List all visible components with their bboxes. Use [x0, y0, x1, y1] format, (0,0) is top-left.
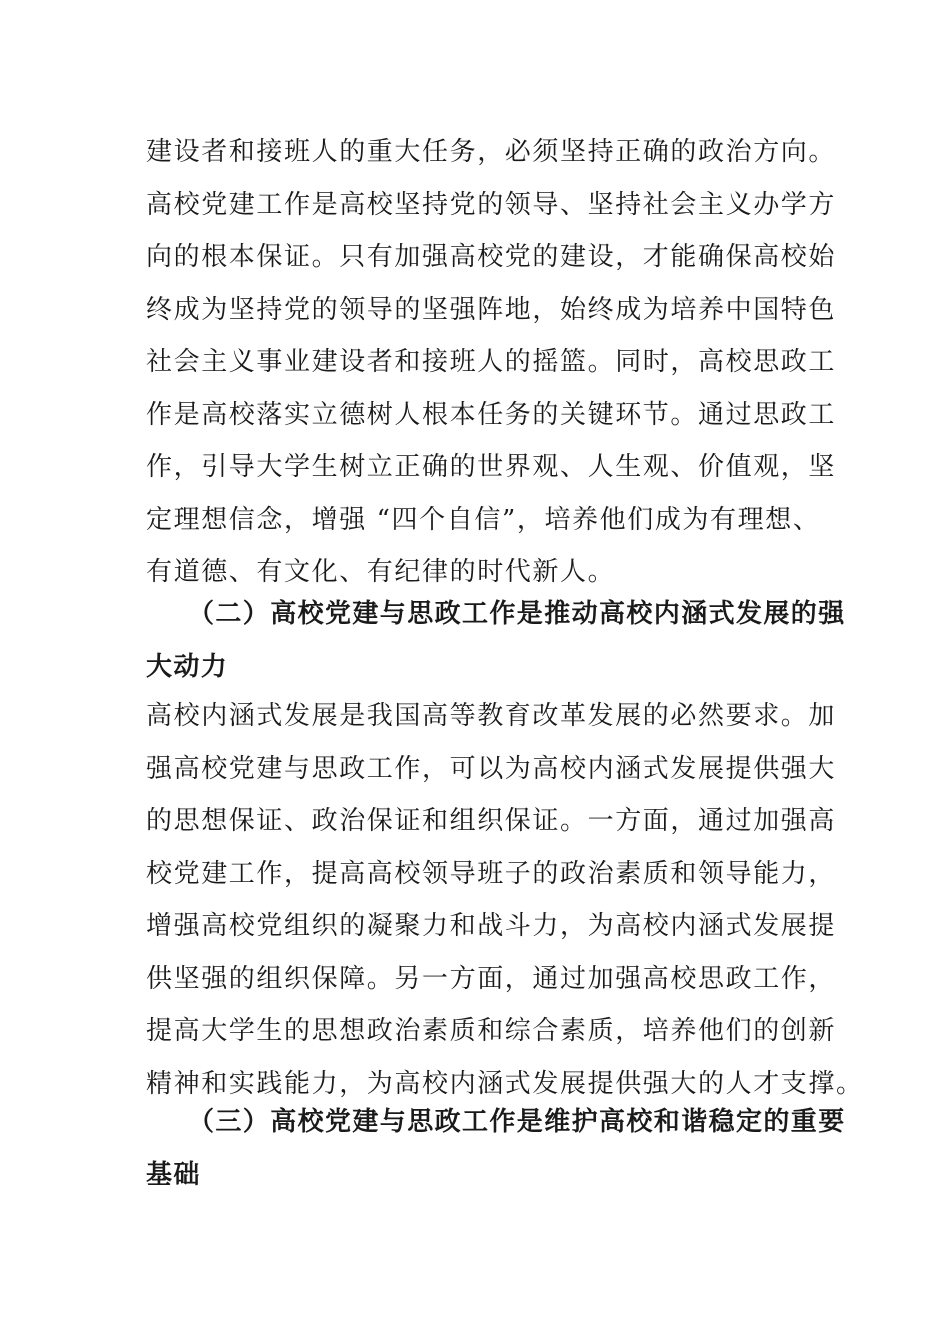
text-line: 作，引导大学生树立正确的世界观、人生观、价值观，坚	[146, 452, 837, 482]
text-line: 强高校党建与思政工作，可以为高校内涵式发展提供强大	[146, 753, 837, 784]
text-line: 精神和实践能力，为高校内涵式发展提供强大的人才支撑。	[146, 1068, 864, 1099]
text-line: 高校内涵式发展是我国高等教育改革发展的必然要求。加	[146, 701, 837, 731]
text-line: 定理想信念，增强 “四个自信”，培养他们成为有理想、	[146, 504, 821, 535]
text-line: 向的根本保证。只有加强高校党的建设，才能确保高校始	[146, 242, 837, 272]
text-line: 终成为坚持党的领导的坚强阵地，始终成为培养中国特色	[146, 294, 837, 325]
text-line: 校党建工作，提高高校领导班子的政治素质和领导能力，	[146, 858, 837, 889]
text-line: 社会主义事业建设者和接班人的摇篮。同时，高校思政工	[146, 347, 837, 377]
text-line: 有道德、有文化、有纪律的时代新人。	[146, 557, 616, 587]
text-line: 提高大学生的思想政治素质和综合素质，培养他们的创新	[146, 1016, 837, 1046]
body-paragraph-1	[146, 126, 837, 599]
text-line: 建设者和接班人的重大任务，必须坚持正确的政治方向。	[146, 137, 837, 167]
section-heading-3	[146, 1096, 846, 1201]
text-line: 作是高校落实立德树人根本任务的关键环节。通过思政工	[146, 399, 837, 430]
text-line: 高校党建工作是高校坚持党的领导、坚持社会主义办学方	[146, 189, 837, 220]
heading-line: 基础	[146, 1159, 201, 1190]
text-line: 的思想保证、政治保证和组织保证。一方面，通过加强高	[146, 806, 837, 836]
heading-line: （三）高校党建与思政工作是维护高校和谐稳定的重要	[188, 1107, 846, 1137]
text-line: 供坚强的组织保障。另一方面，通过加强高校思政工作，	[146, 963, 837, 994]
body-paragraph-2	[146, 690, 864, 1110]
heading-line: （二）高校党建与思政工作是推动高校内涵式发展的强	[188, 599, 846, 629]
section-heading-2	[146, 588, 846, 693]
heading-line: 大动力	[146, 651, 229, 682]
text-line: 增强高校党组织的凝聚力和战斗力，为高校内涵式发展提	[146, 911, 837, 941]
